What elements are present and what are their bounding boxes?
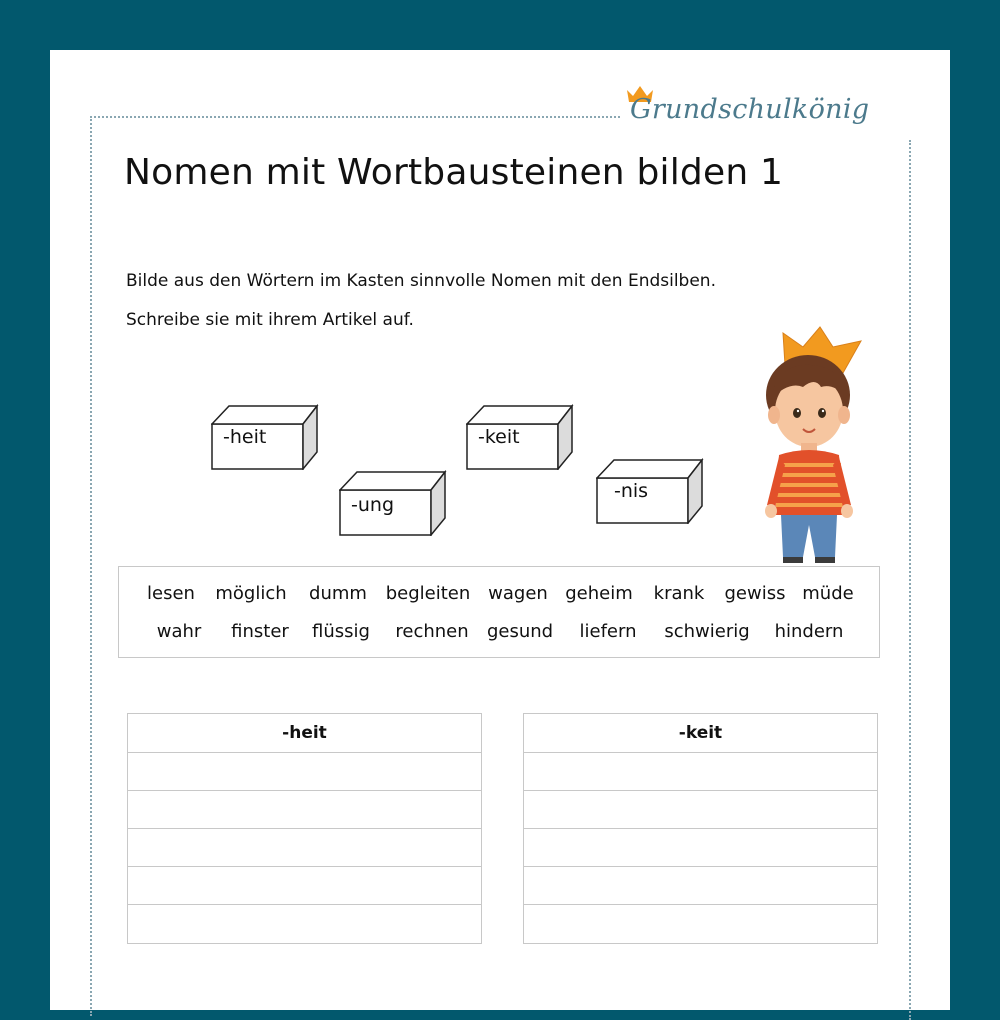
word-item: krank [653,583,705,604]
instruction-line-1: Bilde aus den Wörtern im Kasten sinnvolle Nomen mit den Endsilben. [126,271,716,291]
word-item: liefern [579,621,637,642]
word-item: geheim [565,583,633,604]
dotted-border-left [90,116,92,1016]
dotted-border-top [90,116,620,118]
answer-row[interactable] [128,791,481,829]
word-item: lesen [147,583,195,604]
answer-row[interactable] [524,829,877,867]
answer-row[interactable] [128,867,481,905]
word-item: wagen [488,583,548,604]
dotted-border-right [909,140,911,1020]
word-item: möglich [215,583,287,604]
page-title: Nomen mit Wortbausteinen bilden 1 [124,152,784,193]
word-item: begleiten [385,583,471,604]
answer-row[interactable] [524,753,877,791]
answer-row[interactable] [128,905,481,943]
suffix-block-keit [466,404,576,474]
answer-row[interactable] [128,753,481,791]
answer-table-keit [523,713,878,944]
brand-logo-text: Grundschulkönig [630,94,870,125]
word-item: rechnen [395,621,469,642]
answer-row[interactable] [524,791,877,829]
suffix-label: -nis [614,480,649,502]
word-item: flüssig [312,621,370,642]
word-item: gesund [486,621,554,642]
suffix-label: -ung [351,494,395,516]
suffix-block-ung [339,470,449,540]
word-item: finster [231,621,289,642]
instruction-line-2: Schreibe sie mit ihrem Artikel auf. [126,310,414,330]
answer-row[interactable] [524,905,877,943]
word-item: müde [802,583,854,604]
answer-table-heit [127,713,482,944]
word-item: dumm [309,583,367,604]
word-box [118,566,880,658]
suffix-block-heit [211,404,321,474]
suffix-label: -keit [478,426,520,448]
word-item: schwierig [664,621,750,642]
answer-row[interactable] [524,867,877,905]
worksheet-page [50,50,950,1010]
word-item: gewiss [724,583,786,604]
answer-row[interactable] [128,829,481,867]
table-header: -keit [524,714,877,753]
word-item: hindern [774,621,844,642]
suffix-block-nis [596,458,706,528]
boy-with-crown-illustration [745,325,875,565]
word-item: wahr [156,621,202,642]
table-header: -heit [128,714,481,753]
suffix-label: -heit [223,426,267,448]
